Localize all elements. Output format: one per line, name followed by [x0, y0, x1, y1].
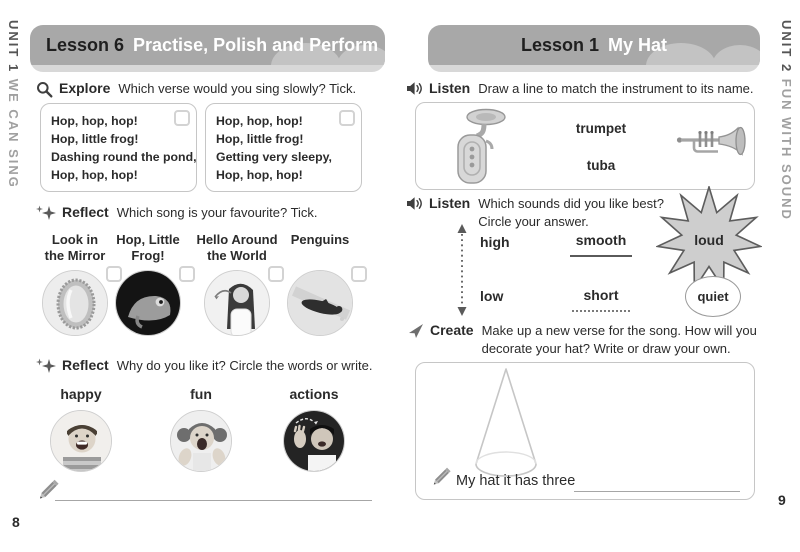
sound-word-high[interactable]: high [480, 234, 510, 250]
create-label: Create [430, 322, 474, 338]
speaker-icon [406, 81, 423, 96]
listen-label: Listen [429, 80, 471, 96]
send-arrow-icon [408, 323, 424, 339]
sound-word-smooth[interactable]: smooth [570, 232, 632, 257]
verse-line: Hop, hop, hop! [51, 114, 138, 128]
reason-image-child-signing [283, 410, 345, 472]
sound-word-short[interactable]: short [572, 287, 630, 312]
lesson-title: My Hat [608, 35, 668, 55]
song-image-girl-waving [204, 270, 270, 336]
reason-column [155, 386, 247, 472]
pencil-icon [38, 477, 59, 500]
verse-checkbox-1[interactable] [174, 110, 190, 126]
verse-card-1 [40, 103, 197, 192]
reason-column [268, 386, 360, 472]
unit-title: FUN WITH SOUND [779, 78, 794, 221]
verse-line: Hop, little frog! [216, 132, 304, 146]
verse-line: Hop, hop, hop! [216, 114, 303, 128]
create-prompt-line2: decorate your hat? Write or draw your own. [481, 341, 731, 356]
reflect-prompt: Which song is your favourite? Tick. [116, 205, 318, 220]
unit-number: UNIT 2 [779, 20, 794, 74]
reason-word-happy[interactable]: happy [60, 386, 102, 402]
page-right [400, 0, 800, 552]
reflect-prompt: Why do you like it? Circle the words or write. [116, 358, 373, 373]
sparkles-icon [36, 358, 56, 374]
pencil-icon [432, 465, 451, 486]
banner-strip [30, 65, 385, 72]
unit-spine-right [779, 20, 794, 221]
hat-writing-line[interactable] [574, 491, 740, 492]
reason-image-boy-laughing [50, 410, 112, 472]
verse-line: Hop, hop, hop! [216, 168, 303, 182]
instrument-image-tuba [449, 107, 507, 187]
listen-prompt-line2: Circle your answer. [478, 214, 589, 229]
banner-background [428, 25, 760, 65]
lesson-title: Practise, Polish and Perform [133, 35, 379, 55]
verse-card-2 [205, 103, 362, 192]
match-word-trumpet[interactable]: trumpet [575, 121, 627, 136]
match-word-tuba[interactable]: tuba [586, 158, 616, 173]
verse-line: Hop, hop, hop! [51, 168, 138, 182]
lesson-number: Lesson 1 [520, 35, 599, 55]
unit-number: UNIT 1 [6, 20, 21, 74]
explore-prompt: Which verse would you sing slowly? Tick. [118, 81, 357, 96]
magnifier-icon [36, 81, 53, 98]
song-image-penguin-swimming [287, 270, 353, 336]
hat-outline-image [464, 365, 548, 481]
song-image-tree-frog [115, 270, 181, 336]
lesson-banner [428, 25, 760, 72]
create-activity [408, 322, 757, 358]
verse-line: Hop, little frog! [51, 132, 139, 146]
sparkles-icon [36, 205, 56, 221]
song-title[interactable]: Look in the Mirror [44, 232, 106, 263]
explore-label: Explore [59, 80, 111, 96]
sound-word-quiet[interactable]: quiet [697, 289, 729, 304]
unit-spine-left [6, 20, 21, 189]
match-card [415, 102, 755, 190]
listen-label: Listen [429, 195, 471, 211]
song-title[interactable]: Penguins [290, 232, 350, 247]
listen-prompt: Draw a line to match the instrument to its name. [478, 81, 754, 96]
lesson-number: Lesson 6 [46, 35, 125, 55]
song-column [274, 232, 366, 336]
reason-word-actions[interactable]: actions [289, 386, 339, 402]
listen-activity-1 [406, 80, 754, 98]
page-number: 8 [12, 514, 20, 530]
pitch-arrow-icon [455, 224, 469, 316]
listen-prompt-line1: Which sounds did you like best? [478, 196, 664, 211]
hat-sentence: My hat it has three [456, 473, 576, 489]
reflect-label: Reflect [62, 357, 109, 373]
song-title[interactable]: Hello Around the World [196, 232, 278, 263]
lesson-banner [30, 25, 385, 72]
reason-word-fun[interactable]: fun [190, 386, 212, 402]
listen-activity-2 [406, 195, 664, 231]
verse-checkbox-2[interactable] [339, 110, 355, 126]
create-prompt-line1: Make up a new verse for the song. How will you [481, 323, 757, 338]
banner-background [30, 25, 385, 65]
verse-line: Getting very sleepy, [216, 150, 332, 164]
writing-line[interactable] [55, 500, 372, 501]
song-checkbox-4[interactable] [351, 266, 367, 282]
song-column [191, 232, 283, 336]
reflect-label: Reflect [62, 204, 109, 220]
reflect-activity-2 [36, 357, 372, 375]
song-title[interactable]: Hop, Little Frog! [116, 232, 180, 263]
song-image-ornate-mirror [42, 270, 108, 336]
reason-column [35, 386, 127, 472]
quiet-circle[interactable] [685, 276, 741, 317]
verse-line: Dashing round the pond, [51, 150, 197, 164]
sound-word-loud[interactable]: loud [694, 232, 724, 248]
instrument-image-trumpet [676, 125, 746, 167]
reason-image-girl-excited [170, 410, 232, 472]
reflect-activity-1 [36, 204, 318, 222]
song-column [102, 232, 194, 336]
explore-activity [36, 80, 356, 98]
sound-word-low[interactable]: low [480, 288, 504, 304]
page-number: 9 [778, 492, 786, 508]
banner-strip [428, 65, 760, 72]
speaker-icon [406, 196, 423, 211]
create-card[interactable] [415, 362, 755, 500]
unit-title: WE CAN SING [6, 78, 21, 189]
